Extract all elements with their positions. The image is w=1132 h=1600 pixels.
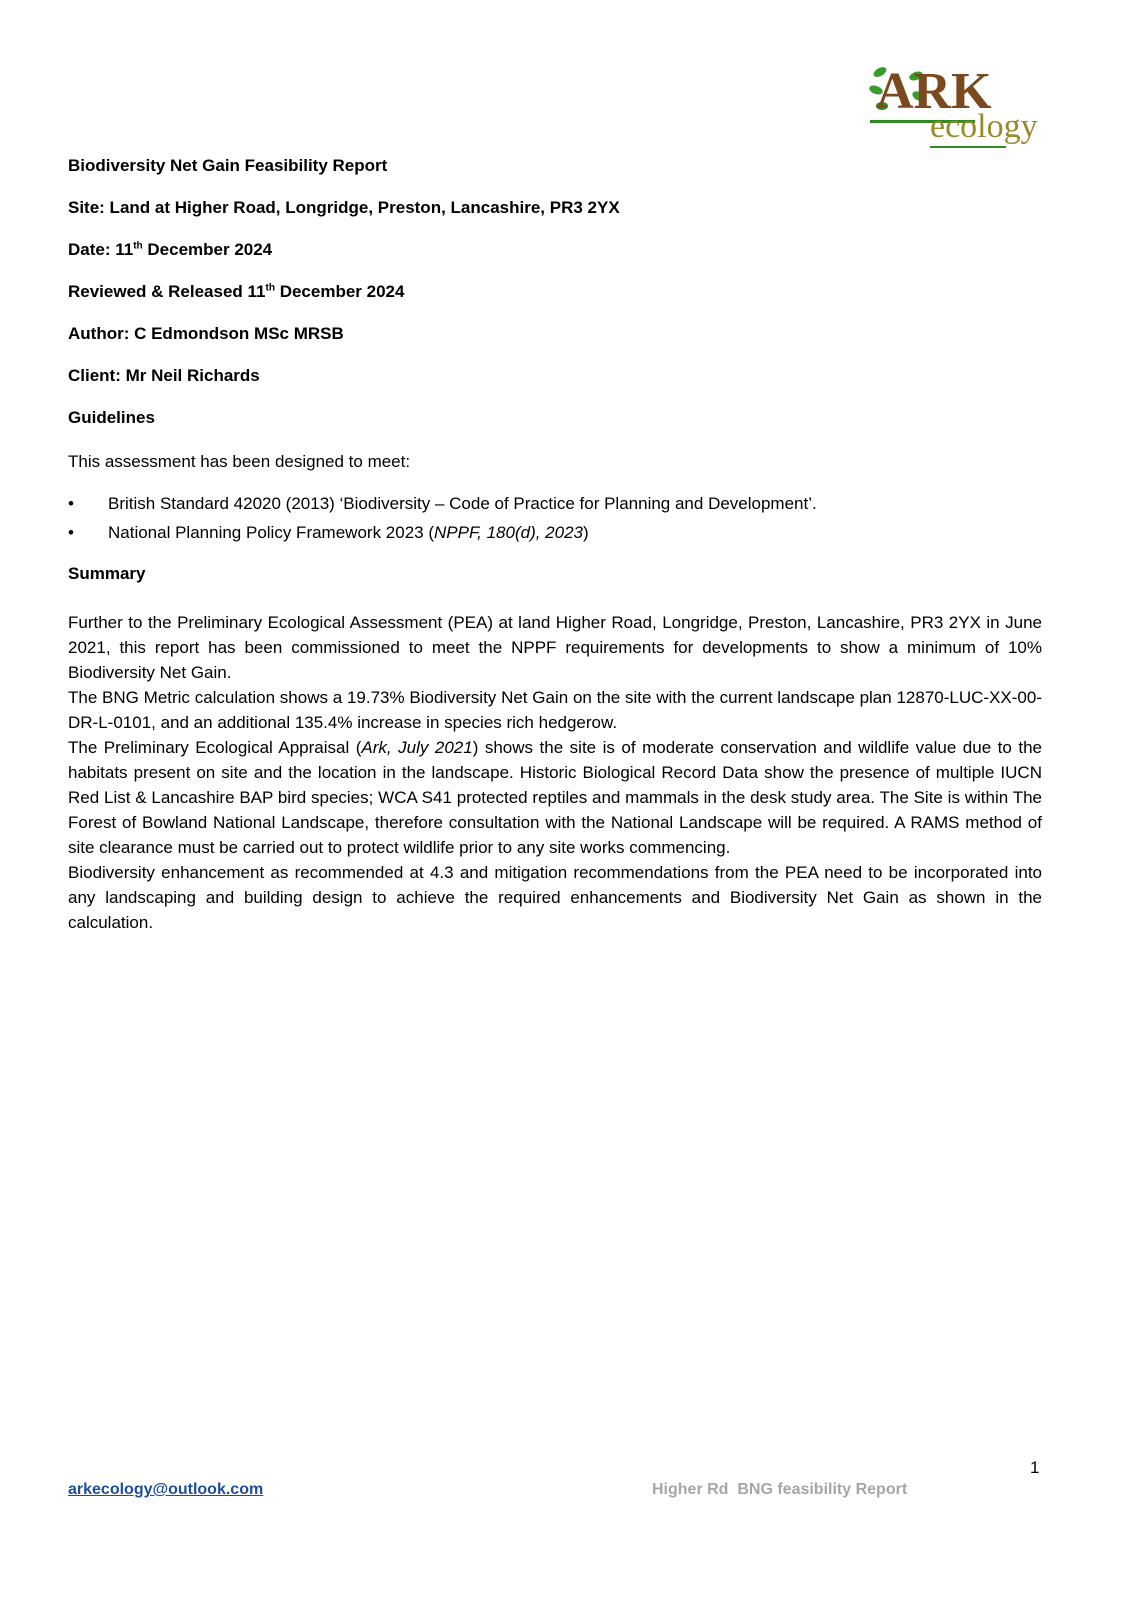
reviewed-line: Reviewed & Released 11th December 2024 bbox=[68, 282, 405, 301]
summary-body bbox=[68, 610, 1042, 935]
client-line: Client: Mr Neil Richards bbox=[68, 366, 260, 385]
summary-paragraph: The Preliminary Ecological Appraisal (Ark, July 2021) shows the site is of moderate conservation and wildlife value due to the habitats present on site and the location in the landscape. Historic Biological Record Data show the presence of multiple IUCN Red List & Lancashire BAP bird species; WCA S41 protected reptiles and mammals in the desk study area. The Site is within The Forest of Bowland National Landscape, therefore consultation with the National Landscape will be required. A RAMS method of site clearance must be carried out to protect wildlife prior to any site works commencing. bbox=[68, 738, 1042, 857]
logo-ecology-text: ecology bbox=[930, 108, 1038, 145]
report-title: Biodiversity Net Gain Feasibility Report bbox=[68, 156, 388, 175]
site-line: Site: Land at Higher Road, Longridge, Preston, Lancashire, PR3 2YX bbox=[68, 198, 620, 217]
guidelines-intro: This assessment has been designed to meet: bbox=[68, 452, 411, 471]
list-item: • British Standard 42020 (2013) ‘Biodiversity – Code of Practice for Planning and Development’. bbox=[68, 491, 1042, 520]
guidelines-list bbox=[68, 491, 1042, 549]
date-line: Date: 11th December 2024 bbox=[68, 240, 273, 259]
footer-email-link[interactable]: arkecology@outlook.com bbox=[68, 1481, 264, 1498]
summary-paragraph: Biodiversity enhancement as recommended at 4.3 and mitigation recommendations from the PEA need to be incorporated into any landscaping and building design to achieve the required enhancements and Biodiversity Net Gain as shown in the calculation. bbox=[68, 863, 1042, 932]
summary-paragraph: The BNG Metric calculation shows a 19.73% Biodiversity Net Gain on the site with the current landscape plan 12870-LUC-XX-00-DR-L-0101, and an additional 135.4% increase in species rich hedgerow. bbox=[68, 688, 1042, 732]
summary-paragraph: Further to the Preliminary Ecological Assessment (PEA) at land Higher Road, Longridge, Preston, Lancashire, PR3 2YX in June 2021, this report has been commissioned to meet the NPPF requirements for developments to show a minimum of 10% Biodiversity Net Gain. bbox=[68, 613, 1042, 682]
guidelines-heading: Guidelines bbox=[68, 408, 155, 427]
logo-underline-2 bbox=[930, 146, 1006, 148]
page-number: 1 bbox=[1030, 1458, 1040, 1477]
summary-heading: Summary bbox=[68, 564, 146, 583]
ark-ecology-logo bbox=[868, 62, 1048, 162]
author-line: Author: C Edmondson MSc MRSB bbox=[68, 324, 344, 343]
logo-ark-text: ARK bbox=[876, 63, 992, 120]
footer-document-title: Higher Rd BNG feasibility Report bbox=[652, 1481, 908, 1498]
list-item: • National Planning Policy Framework 2023 (NPPF, 180(d), 2023) bbox=[68, 520, 1042, 549]
